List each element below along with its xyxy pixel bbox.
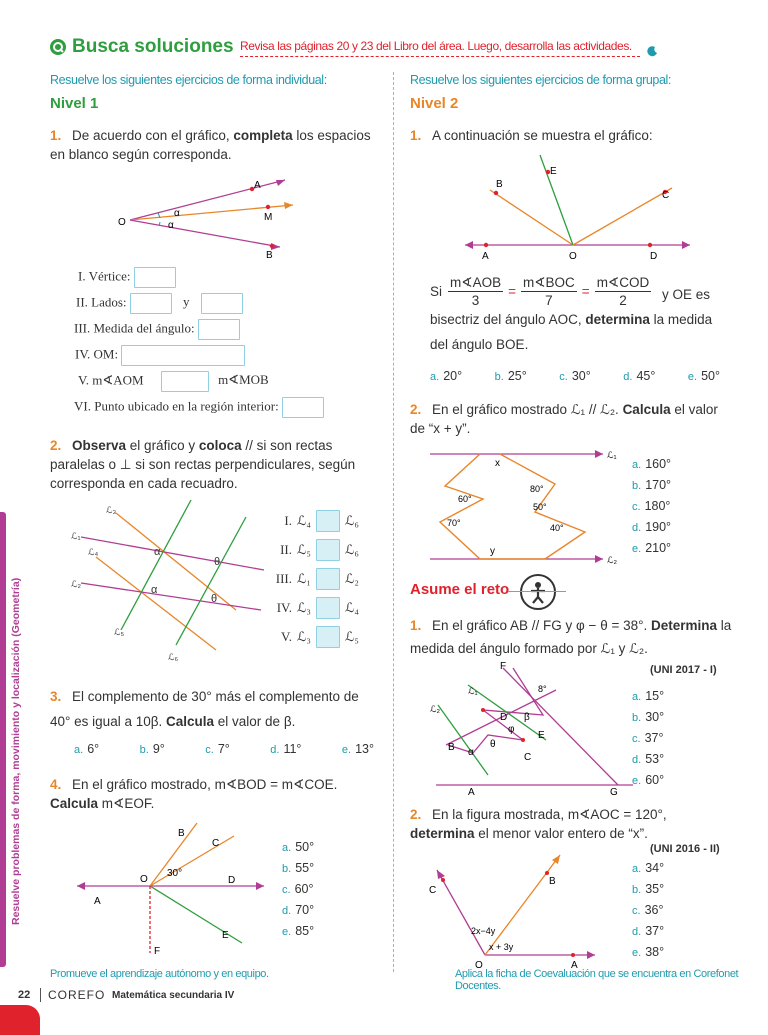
svg-text:30°: 30° xyxy=(167,868,183,879)
svg-text:θ: θ xyxy=(211,593,218,605)
svg-text:ℒ₁: ℒ₁ xyxy=(468,686,478,696)
option[interactable]: e. 13° xyxy=(341,742,374,756)
lines-diagram xyxy=(66,495,266,665)
left-footer-note: Promueve el aprendizaje autónomo y en equipo. xyxy=(50,968,269,980)
svg-text:ℒ₆: ℒ₆ xyxy=(168,652,179,662)
svg-text:40°: 40° xyxy=(550,523,564,533)
field-interior: VI. Punto ubicado en la región interior: xyxy=(74,397,324,418)
svg-text:50°: 50° xyxy=(533,502,547,512)
svg-text:ℒ₂: ℒ₂ xyxy=(607,555,617,565)
column-divider xyxy=(393,72,394,972)
header-dashed-line xyxy=(240,56,640,57)
interior-input[interactable] xyxy=(282,397,324,418)
svg-text:B: B xyxy=(549,876,556,887)
svg-text:C: C xyxy=(212,838,220,849)
svg-text:B: B xyxy=(448,742,455,753)
svg-text:B: B xyxy=(496,179,503,190)
svg-text:α: α xyxy=(154,546,161,558)
option[interactable]: e. 38° xyxy=(632,945,665,959)
option[interactable]: d. 190° xyxy=(632,520,672,534)
rays-diagram xyxy=(72,818,272,963)
field-aom: V. m∢AOM m∢MOB xyxy=(78,371,269,392)
label-alpha1: α xyxy=(174,208,180,219)
triangle-diagram xyxy=(425,850,605,970)
header-instruction: Revisa las páginas 20 y 23 del Libro del área. Luego, desarrolla las actividades. xyxy=(240,39,632,53)
svg-text:β: β xyxy=(524,712,530,723)
angle-input[interactable] xyxy=(198,319,240,340)
svg-text:F: F xyxy=(500,661,507,672)
fraction: m∢COD 2 xyxy=(596,275,650,308)
label-O: O xyxy=(118,217,126,228)
relation-row: III. ℒ₁ ℒ₂ xyxy=(272,564,382,593)
fraction: m∢BOC 7 xyxy=(522,275,575,308)
angle-diagram-1 xyxy=(110,172,310,262)
relation-row: V. ℒ₃ ℒ₅ xyxy=(272,622,382,651)
side2-input[interactable] xyxy=(201,293,243,314)
svg-text:A: A xyxy=(482,251,489,262)
relation-row: I. ℒ₄ ℒ₆ xyxy=(272,506,382,535)
svg-text:A: A xyxy=(468,787,475,795)
option[interactable]: a. 34° xyxy=(632,861,665,875)
option[interactable]: b. 170° xyxy=(632,478,672,492)
footer-red-shape xyxy=(0,1005,40,1035)
svg-text:ℒ₁: ℒ₁ xyxy=(607,450,617,460)
option[interactable]: b. 25° xyxy=(494,369,527,383)
svg-text:G: G xyxy=(610,787,618,795)
field-sides: II. Lados: y xyxy=(76,293,243,314)
svg-text:φ: φ xyxy=(508,724,515,735)
option[interactable]: d. 11° xyxy=(270,742,302,756)
footer-brand: COREFO xyxy=(48,988,106,1002)
option[interactable]: a. 6° xyxy=(74,742,100,756)
reto-q2: 2. En la figura mostrada, m∢AOC = 120°, determina el menor valor entero de “x”. xyxy=(410,807,667,841)
side1-input[interactable] xyxy=(130,293,172,314)
relation-input[interactable] xyxy=(316,597,340,619)
option[interactable]: e. 210° xyxy=(632,541,672,555)
reto-icon xyxy=(520,574,556,610)
svg-text:C: C xyxy=(524,752,532,763)
svg-text:B: B xyxy=(178,828,185,839)
left-heading: Resuelve los siguientes ejercicios de forma individual: xyxy=(50,73,327,87)
svg-text:O: O xyxy=(140,874,148,885)
right-footer-note: Aplica la ficha de Coevaluación que se encuentra en Corefonet Docentes. xyxy=(455,968,739,992)
field-vertex: I. Vértice: xyxy=(78,267,176,288)
svg-text:80°: 80° xyxy=(530,484,544,494)
option[interactable]: b. 9° xyxy=(139,742,165,756)
right-q2: 2. En el gráfico mostrado ℒ₁ // ℒ₂. Calcula el valor de “x + y”. xyxy=(410,402,718,436)
svg-text:C: C xyxy=(662,190,670,201)
svg-text:60°: 60° xyxy=(458,494,472,504)
svg-text:y: y xyxy=(490,546,495,557)
footer-book: Matemática secundaria IV xyxy=(112,990,235,1001)
option[interactable]: c. 60° xyxy=(282,882,314,896)
label-A: A xyxy=(254,180,261,191)
label-B: B xyxy=(266,250,273,261)
svg-text:D: D xyxy=(500,712,508,723)
option[interactable]: e. 50° xyxy=(687,369,720,383)
option[interactable]: a. 20° xyxy=(430,369,463,383)
left-q4-options xyxy=(282,840,314,945)
svg-text:C: C xyxy=(429,885,437,896)
option[interactable]: b. 55° xyxy=(282,861,315,875)
label-alpha2: α xyxy=(168,220,174,231)
right-q1-formula: Si m∢AOB 3 = m∢BOC 7 = m∢COD 2 xyxy=(430,275,650,308)
fraction: m∢AOB 3 xyxy=(450,275,502,308)
svg-text:70°: 70° xyxy=(447,518,461,528)
right-level: Nivel 2 xyxy=(410,95,459,112)
relation-input[interactable] xyxy=(316,539,340,561)
option[interactable]: e. 60° xyxy=(632,773,665,787)
relation-input[interactable] xyxy=(316,568,340,590)
reto-q1-source: (UNI 2017 - I) xyxy=(650,664,717,676)
relation-input[interactable] xyxy=(316,510,340,532)
header-icon xyxy=(50,39,66,55)
right-q1-options xyxy=(430,367,720,385)
svg-text:D: D xyxy=(650,251,658,262)
svg-text:θ: θ xyxy=(490,739,496,750)
reto-q1-options xyxy=(632,689,664,794)
side-bar xyxy=(0,512,6,967)
right-q1: 1. A continuación se muestra el gráfico: xyxy=(410,128,653,143)
svg-text:O: O xyxy=(475,960,483,970)
option[interactable]: c. 36° xyxy=(632,903,664,917)
option[interactable]: d. 37° xyxy=(632,924,665,938)
svg-text:x: x xyxy=(495,458,500,469)
reto-q2-source: (UNI 2016 - II) xyxy=(650,843,720,855)
svg-text:ℒ₅: ℒ₅ xyxy=(114,627,125,637)
svg-text:O: O xyxy=(569,251,577,262)
svg-text:D: D xyxy=(228,875,236,886)
svg-text:α: α xyxy=(151,584,158,596)
left-q1: 1. De acuerdo con el gráfico, completa los espacios en blanco según corresponda. xyxy=(50,128,371,162)
side-label: Resuelve problemas de forma, movimiento y localización (Geometría) xyxy=(10,577,22,925)
footer-separator xyxy=(40,988,41,1002)
parallel-diagram xyxy=(428,660,643,795)
option[interactable]: c. 30° xyxy=(559,369,591,383)
svg-text:x + 3y: x + 3y xyxy=(489,942,514,952)
relation-row: IV. ℒ₃ ℒ₄ xyxy=(272,593,382,622)
option[interactable]: b. 30° xyxy=(632,710,665,724)
svg-text:θ: θ xyxy=(214,556,221,568)
page-number: 22 xyxy=(18,989,31,1001)
reto-q2-options xyxy=(632,861,664,966)
svg-text:ℒ₃: ℒ₃ xyxy=(106,505,117,515)
zigzag-diagram xyxy=(425,444,620,572)
om-input[interactable] xyxy=(121,345,245,366)
option[interactable]: d. 53° xyxy=(632,752,665,766)
option[interactable]: d. 70° xyxy=(282,903,315,917)
label-M: M xyxy=(264,212,273,223)
option[interactable]: a. 15° xyxy=(632,689,665,703)
option[interactable]: c. 37° xyxy=(632,731,664,745)
vertex-input[interactable] xyxy=(134,267,176,288)
field-angle: III. Medida del ángulo: xyxy=(74,319,240,340)
reto-q1: 1. En el gráfico AB // FG y φ − θ = 38°. Determina la medida del ángulo formado por ℒ₁ y ℒ₂. xyxy=(410,618,732,656)
svg-text:E: E xyxy=(550,166,557,177)
svg-text:8°: 8° xyxy=(538,684,547,694)
angles-diagram xyxy=(460,150,710,265)
moon-icon xyxy=(646,44,658,56)
svg-text:2x−4y: 2x−4y xyxy=(471,926,496,936)
left-q3-options xyxy=(74,740,374,758)
svg-text:A: A xyxy=(94,896,101,907)
option[interactable]: e. 85° xyxy=(282,924,315,938)
svg-text:ℒ₂: ℒ₂ xyxy=(430,704,440,714)
right-q2-options xyxy=(632,457,671,562)
option[interactable]: c. 7° xyxy=(205,742,230,756)
svg-text:α: α xyxy=(468,747,474,758)
option[interactable]: a. 50° xyxy=(282,840,315,854)
relation-row: II. ℒ₅ ℒ₆ xyxy=(272,535,382,564)
reto-title: Asume el reto xyxy=(410,581,510,598)
reto-line xyxy=(508,591,566,592)
svg-text:F: F xyxy=(154,946,161,957)
svg-text:E: E xyxy=(222,930,229,941)
svg-text:ℒ₂: ℒ₂ xyxy=(71,579,81,589)
aom-input[interactable] xyxy=(161,371,209,392)
option[interactable]: d. 45° xyxy=(623,369,656,383)
right-q1-text: y OE es bisectriz del ángulo AOC, determina la medida del ángulo BOE. xyxy=(430,287,713,352)
option[interactable]: a. 160° xyxy=(632,457,672,471)
field-om: IV. OM: xyxy=(75,345,245,366)
option[interactable]: b. 35° xyxy=(632,882,665,896)
relation-input[interactable] xyxy=(316,626,340,648)
svg-text:ℒ₁: ℒ₁ xyxy=(71,531,81,541)
option[interactable]: c. 180° xyxy=(632,499,671,513)
left-level: Nivel 1 xyxy=(50,95,99,112)
left-q3: 3. El complemento de 30° más el complemento de 40° es igual a 10β. Calcula el valor de β. xyxy=(50,689,359,729)
right-heading: Resuelve los siguientes ejercicios de forma grupal: xyxy=(410,73,671,87)
left-q4: 4. En el gráfico mostrado, m∢BOD = m∢COE. Calcula m∢EOF. xyxy=(50,777,338,811)
svg-text:E: E xyxy=(538,730,545,741)
left-q2: 2. Observa el gráfico y coloca // si son rectas paralelas o ⊥ si son rectas perpendiculares, según corresponda en cada recuadro. xyxy=(50,438,356,491)
section-title: Busca soluciones xyxy=(72,36,234,57)
svg-text:A: A xyxy=(571,960,578,970)
relation-table xyxy=(272,506,382,651)
svg-text:ℒ₄: ℒ₄ xyxy=(88,547,99,557)
